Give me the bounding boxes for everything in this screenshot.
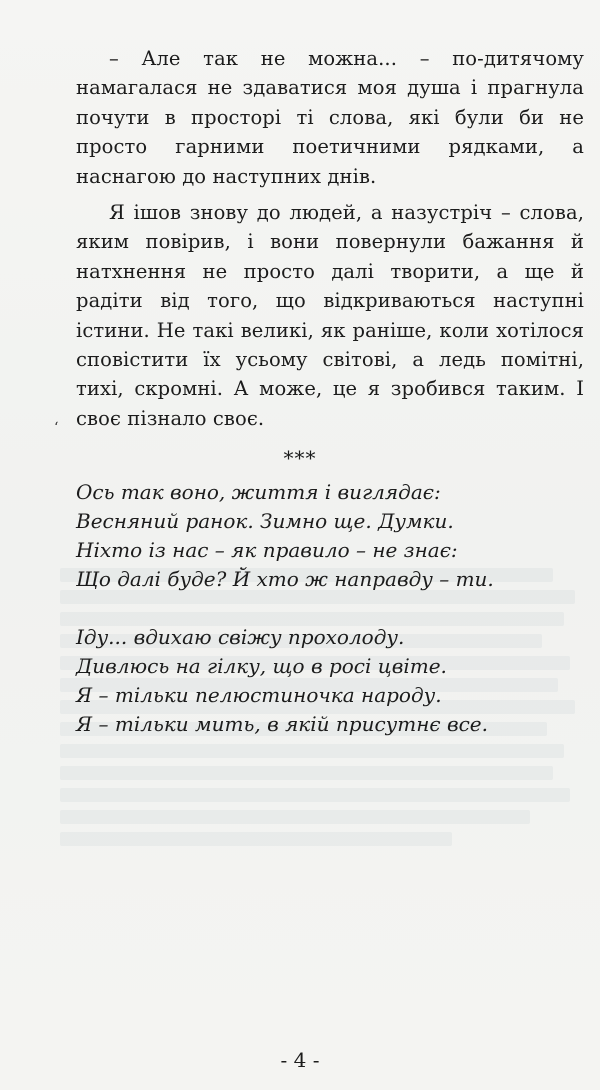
poem [76,478,586,739]
poem-line: Іду... вдихаю свіжу прохолоду. [76,625,405,649]
section-separator: *** [283,446,317,470]
poem-line: Дивлюсь на гілку, що в росі цвіте. [76,654,447,678]
prose-block [76,44,584,433]
prose-paragraph: – Але так не можна... – по-дитячому намагалася не здаватися моя душа і прагнула почути в просторі ті слова, які були би не просто гарними поетичними рядками, а наснагою до наступних днів. [76,47,584,188]
poem-line: Що далі буде? Й хто ж направду – ти. [76,567,494,591]
poem-line: Ніхто із нас – як правило – не знає: [76,538,458,562]
poem-line: Ось так воно, життя і виглядає: [76,480,441,504]
poem-stanza [76,623,586,739]
poem-line: Я – тільки мить, в якій присутнє все. [76,712,488,736]
poem-stanza [76,478,586,594]
page-number: - 4 - [280,1048,320,1072]
stray-print-mark: ‘ [54,420,59,436]
prose-paragraph: Я ішов знову до людей, а назустріч – слова, яким повірив, і вони повернули бажання й натхнення не просто далі творити, а ще й радіти від того, що відкриваються наступні істини. Не такі великі, як раніше, коли хотілося сповістити їх усьому світові, а ледь помітні, тихі, скромні. А може, це я зробився таким. І своє пізнало своє. [76,201,584,430]
poem-line: Я – тільки пелюстиночка народу. [76,683,442,707]
poem-line: Весняний ранок. Зимно ще. Думки. [76,509,454,533]
